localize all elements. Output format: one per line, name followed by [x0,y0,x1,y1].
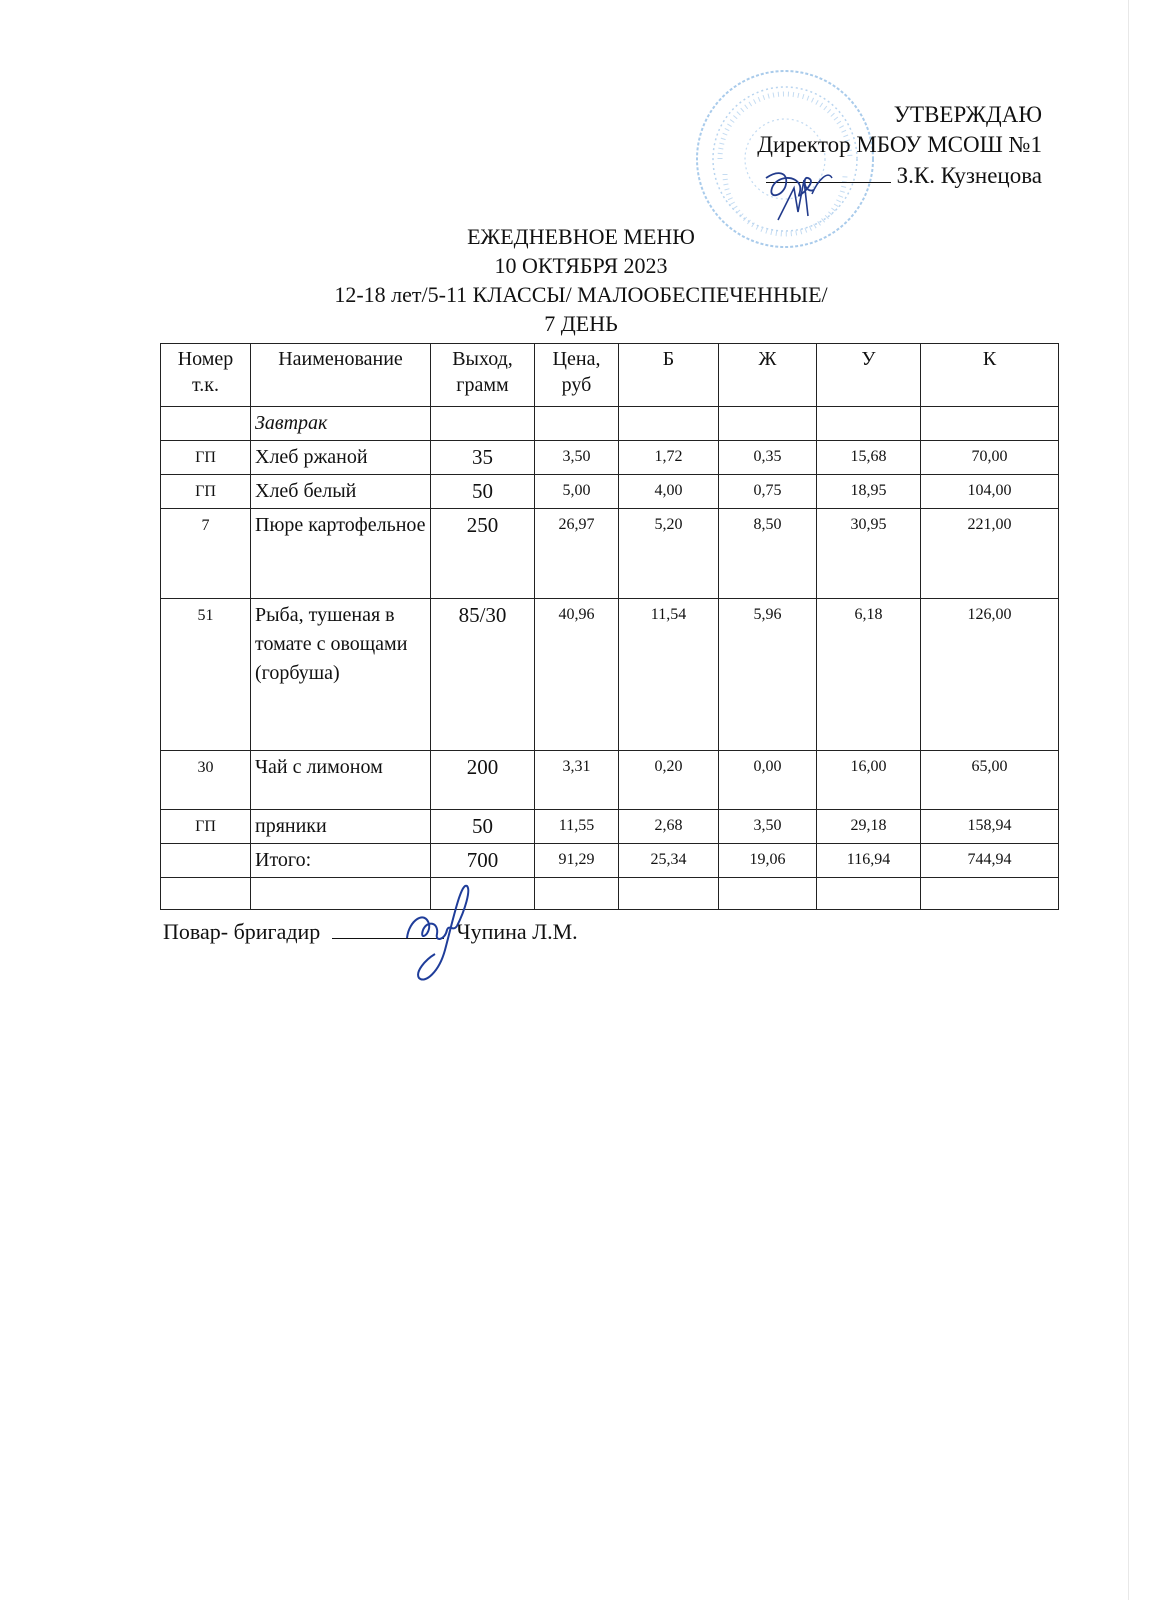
cell-b: 2,68 [619,810,719,844]
cell-u: 30,95 [817,509,921,599]
cell-u: 18,95 [817,475,921,509]
cell-price: 3,50 [535,441,619,475]
total-row [161,844,1059,878]
cell-u: 29,18 [817,810,921,844]
section-label: Завтрак [251,407,431,441]
cell-zh: 8,50 [719,509,817,599]
header-num: Номер т.к. [161,344,251,407]
menu-title-block [0,222,1162,338]
cell-zh: 0,35 [719,441,817,475]
cell-k: 65,00 [921,751,1059,810]
cell-yield: 50 [431,810,535,844]
cell-yield: 85/30 [431,599,535,751]
table-row [161,475,1059,509]
cell-num: ГП [161,810,251,844]
cook-name: Чупина Л.М. [456,919,578,944]
total-k: 744,94 [921,844,1059,878]
table-header-row [161,344,1059,407]
cell-k: 158,94 [921,810,1059,844]
cell-num: 30 [161,751,251,810]
cook-role: Повар- бригадир [163,919,321,944]
table-row [161,810,1059,844]
cell-yield: 200 [431,751,535,810]
header-u: У [817,344,921,407]
cell-zh: 5,96 [719,599,817,751]
cell-price: 3,31 [535,751,619,810]
cell-num: 51 [161,599,251,751]
cell-price: 26,97 [535,509,619,599]
cell-yield: 35 [431,441,535,475]
cell-zh: 0,75 [719,475,817,509]
cell-b: 11,54 [619,599,719,751]
cell-b: 1,72 [619,441,719,475]
director-signature [748,150,848,230]
cell-k: 221,00 [921,509,1059,599]
cell-u: 6,18 [817,599,921,751]
cell-k: 70,00 [921,441,1059,475]
cell-price: 40,96 [535,599,619,751]
total-zh: 19,06 [719,844,817,878]
header-yield: Выход, грамм [431,344,535,407]
header-k: К [921,344,1059,407]
director-name: З.К. Кузнецова [896,163,1042,188]
total-label: Итого: [251,844,431,878]
menu-table [160,343,1059,910]
cell-price: 5,00 [535,475,619,509]
menu-date: 10 ОКТЯБРЯ 2023 [494,253,668,278]
cell-name: Пюре картофельное [251,509,431,599]
cell-num: ГП [161,441,251,475]
approval-title: УТВЕРЖДАЮ [893,102,1042,127]
header-b: Б [619,344,719,407]
cell-yield: 50 [431,475,535,509]
cell-k: 126,00 [921,599,1059,751]
cell-name: Хлеб белый [251,475,431,509]
cook-signature [395,880,485,990]
table-row [161,509,1059,599]
cell-zh: 0,00 [719,751,817,810]
cell-num: 7 [161,509,251,599]
cell-name: Рыба, тушеная в томате с овощами (горбуша) [251,599,431,751]
menu-title: ЕЖЕДНЕВНОЕ МЕНЮ [467,224,695,249]
header-zh: Ж [719,344,817,407]
footer-signature-block [163,918,578,945]
cell-u: 15,68 [817,441,921,475]
menu-day: 7 ДЕНЬ [544,311,618,336]
table-row [161,599,1059,751]
cell-yield: 250 [431,509,535,599]
cell-name: Чай с лимоном [251,751,431,810]
menu-audience: 12-18 лет/5-11 КЛАССЫ/ МАЛООБЕСПЕЧЕННЫЕ/ [334,282,828,307]
total-b: 25,34 [619,844,719,878]
cell-zh: 3,50 [719,810,817,844]
table-row [161,751,1059,810]
cell-name: Хлеб ржаной [251,441,431,475]
cell-num: ГП [161,475,251,509]
cell-b: 5,20 [619,509,719,599]
cell-price: 11,55 [535,810,619,844]
total-price: 91,29 [535,844,619,878]
cell-u: 16,00 [817,751,921,810]
empty-row [161,878,1059,910]
total-yield: 700 [431,844,535,878]
approval-position: Директор МБОУ МСОШ №1 [757,132,1042,157]
header-name: Наименование [251,344,431,407]
section-row [161,407,1059,441]
total-u: 116,94 [817,844,921,878]
cell-b: 4,00 [619,475,719,509]
cell-b: 0,20 [619,751,719,810]
table-row [161,441,1059,475]
cell-name: пряники [251,810,431,844]
header-price: Цена, руб [535,344,619,407]
cell-k: 104,00 [921,475,1059,509]
